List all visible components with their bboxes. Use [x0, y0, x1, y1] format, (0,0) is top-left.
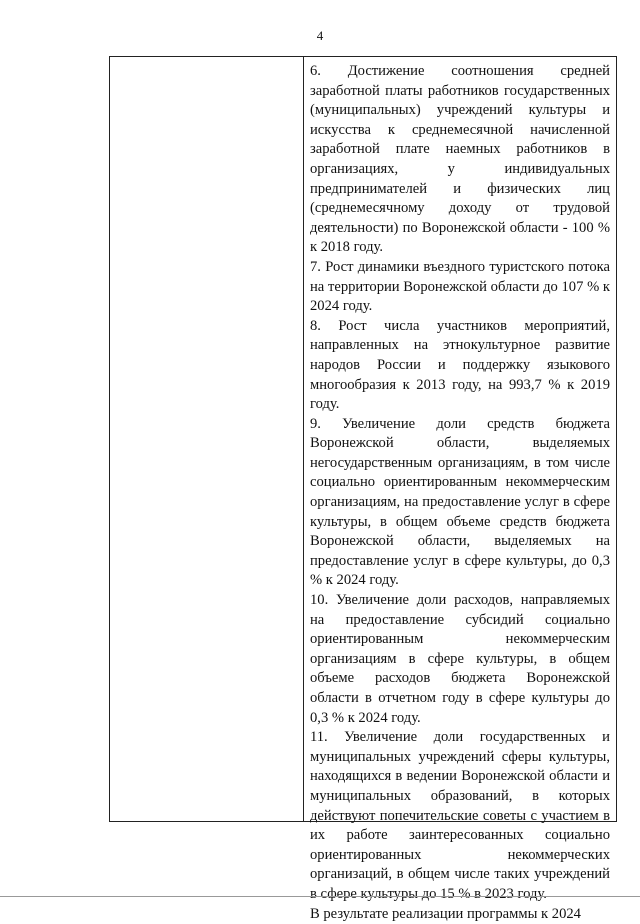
page-number: 4	[316, 28, 324, 43]
target-indicator-7: 7. Рост динамики въездного туристского потока на территории Воронежской области до 107 % к 2024 году.	[310, 258, 610, 315]
target-indicator-10: 10. Увеличение доли расходов, направляемых на предоставление субсидий социально ориентированным некоммерческим организациям в сфере культуры, в общем объеме расходов бюджета Воронежской области в отчетном году в сфере культуры до 0,3 % к 2024 году.	[310, 592, 610, 726]
target-indicator-6: 6. Достижение соотношения средней заработной платы работников государственных (муниципальных) учреждений культуры и искусства к среднемесячной начисленной заработной плате наемных работников в организациях, у индивидуальных предпринимателей и физических лиц (среднемесячному доходу от трудовой деятельности) по Воронежской области - 100 % к 2018 году.	[310, 63, 610, 256]
table-right-cell	[304, 57, 616, 922]
target-indicator-11: 11. Увеличение доли государственных и муниципальных учреждений сферы культуры, находящихся в ведении Воронежской области и муниципальных образований, в которых действуют попечительские советы с участием в их работе заинтересованных социально ориентированных некоммерческих организаций, в общем числе таких учреждений в сфере культуры до 15 % в 2023 году.	[310, 729, 610, 902]
target-indicator-9: 9. Увеличение доли средств бюджета Воронежской области, выделяемых негосударственным организациям, в том числе социально ориентированным некоммерческим организациям, на предоставление услуг в сфере культуры, в общем объеме средств бюджета Воронежской области, выделяемых на предоставление услуг в сфере культуры, до 0,3 % к 2024 году.	[310, 415, 610, 589]
page-bottom-divider	[0, 896, 640, 897]
target-indicator-8: 8. Рост числа участников мероприятий, направленных на этнокультурное развитие народов России и поддержку языкового многообразия к 2013 году, на 993,7 % к 2019 году.	[310, 317, 610, 413]
document-table	[109, 56, 617, 922]
table-left-cell	[110, 57, 304, 821]
program-results-paragraph: В результате реализации программы к 2024	[310, 905, 581, 922]
